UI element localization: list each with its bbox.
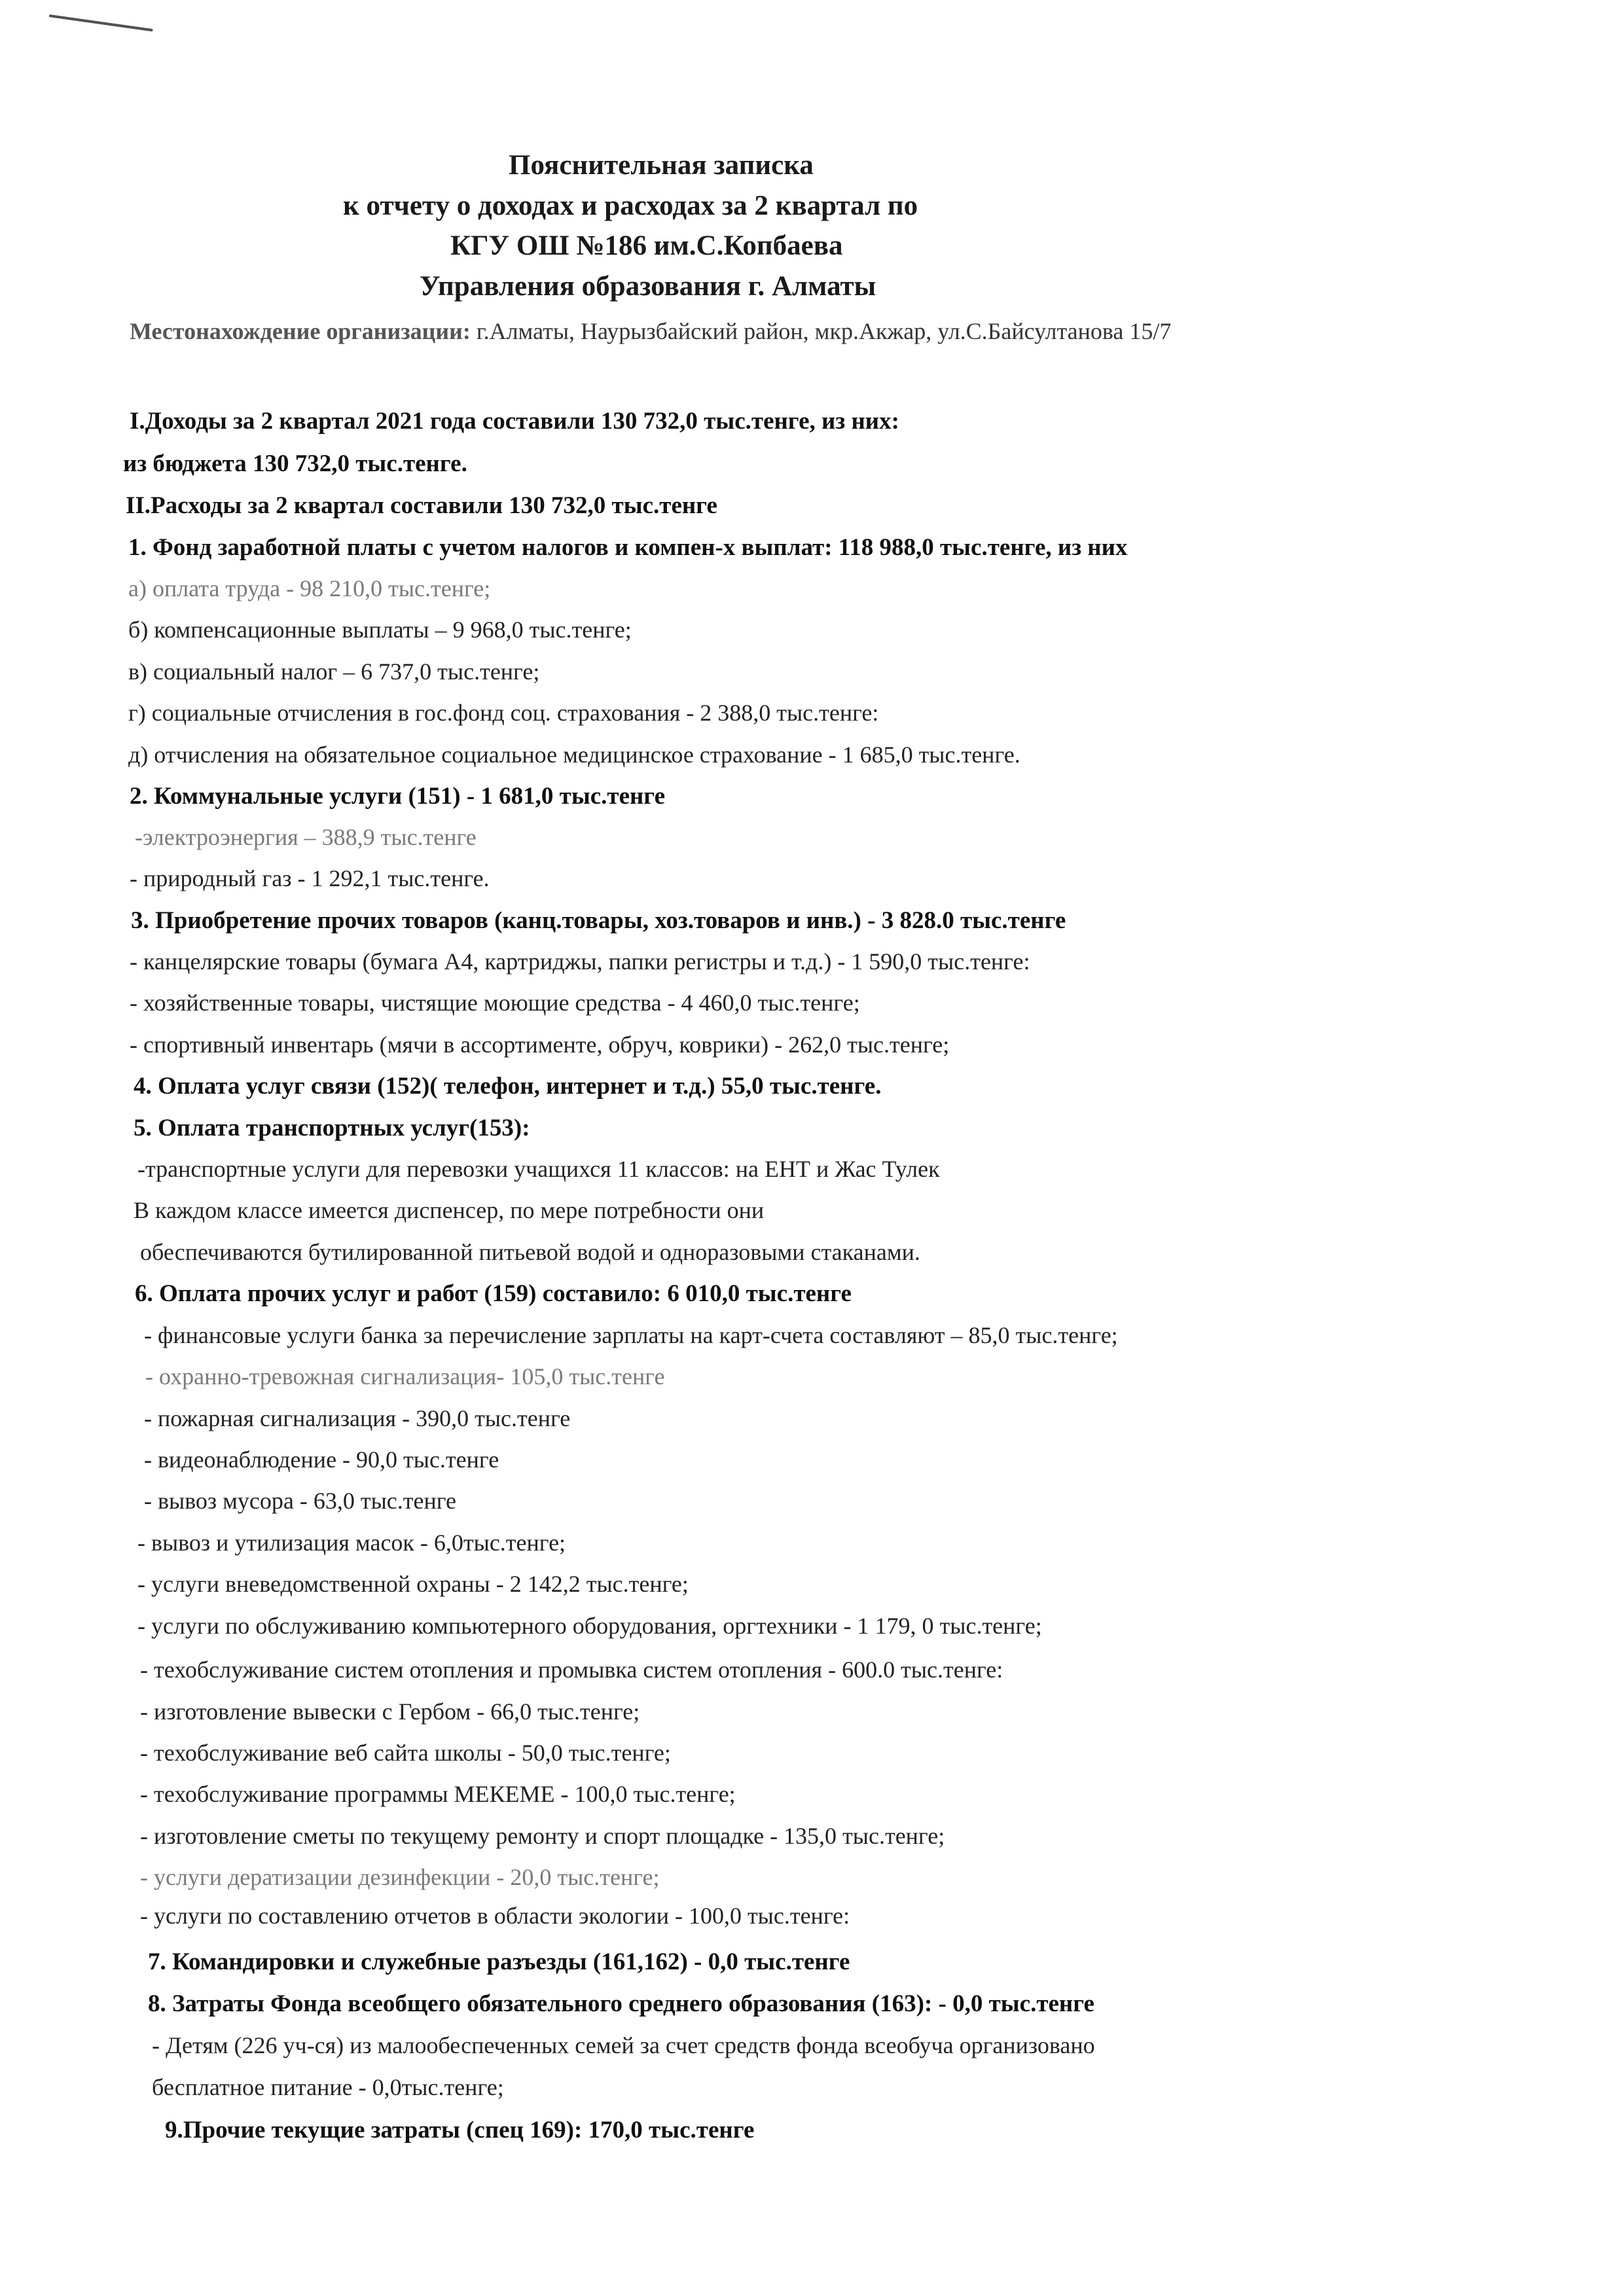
payroll-item: а) оплата труда - 98 210,0 тыс.тенге;: [128, 575, 491, 601]
other-services-item: - изготовление сметы по текущему ремонту и спорт площадке - 135,0 тыс.тенге;: [140, 1823, 945, 1849]
other-services-heading: 6. Оплата прочих услуг и работ (159) составило: 6 010,0 тыс.тенге: [135, 1280, 852, 1307]
payroll-heading: 1. Фонд заработной платы с учетом налогов и компен-х выплат: 118 988,0 тыс.тенге, из них: [128, 534, 1128, 561]
other-services-item: - услуги дератизации дезинфекции - 20,0 тыс.тенге;: [140, 1864, 660, 1890]
other-services-item: - услуги по составлению отчетов в области экологии - 100,0 тыс.тенге:: [140, 1903, 850, 1929]
other-services-item: - услуги вневедомственной охраны - 2 142,2 тыс.тенге;: [137, 1571, 689, 1597]
other-services-item: - пожарная сигнализация - 390,0 тыс.тенге: [144, 1405, 571, 1431]
other-services-item: - техобслуживание веб сайта школы - 50,0 тыс.тенге;: [140, 1740, 671, 1766]
other-services-item: - услуги по обслуживанию компьютерного оборудования, оргтехники - 1 179, 0 тыс.тенге;: [137, 1613, 1042, 1639]
payroll-item: б) компенсационные выплаты – 9 968,0 тыс.тенге;: [128, 617, 632, 643]
other-expenses-heading: 9.Прочие текущие затраты (спец 169): 170,0 тыс.тенге: [165, 2117, 755, 2144]
business-trips-heading: 7. Командировки и служебные разъезды (161,162) - 0,0 тыс.тенге: [148, 1948, 850, 1975]
payroll-item: г) социальные отчисления в гос.фонд соц. страхования - 2 388,0 тыс.тенге:: [128, 700, 879, 726]
utilities-item: -электроэнергия – 388,9 тыс.тенге: [135, 824, 477, 850]
expenses-heading: II.Расходы за 2 квартал составили 130 732,0 тыс.тенге: [126, 492, 717, 519]
utilities-heading: 2. Коммунальные услуги (151) - 1 681,0 тыс.тенге: [130, 783, 666, 810]
other-services-item: - вывоз мусора - 63,0 тыс.тенге: [144, 1488, 457, 1514]
goods-heading: 3. Приобретение прочих товаров (канц.товары, хоз.товаров и инв.) - 3 828.0 тыс.тенге: [131, 907, 1066, 934]
communication-heading: 4. Оплата услуг связи (152)( телефон, интернет и т.д.) 55,0 тыс.тенге.: [134, 1073, 882, 1100]
other-services-item: - техобслуживание систем отопления и промывка систем отопления - 600.0 тыс.тенге:: [140, 1657, 1003, 1683]
document-subtitle: к отчету о доходах и расходах за 2 квартал по: [343, 190, 918, 221]
goods-item: - хозяйственные товары, чистящие моющие средства - 4 460,0 тыс.тенге;: [130, 990, 860, 1016]
organization-name: КГУ ОШ №186 им.С.Копбаева: [450, 230, 843, 261]
organization-location: [130, 317, 1171, 345]
transport-item: -транспортные услуги для перевозки учащихся 11 классов: на ЕНТ и Жас Тулек: [137, 1156, 940, 1182]
document-title: Пояснительная записка: [509, 150, 814, 181]
transport-note: обеспечиваются бутилированной питьевой водой и одноразовыми стаканами.: [140, 1239, 920, 1265]
utilities-item: - природный газ - 1 292,1 тыс.тенге.: [130, 865, 490, 891]
other-services-item: - техобслуживание программы МЕКЕМЕ - 100,0 тыс.тенге;: [140, 1781, 736, 1807]
other-services-item: - вывоз и утилизация масок - 6,0тыс.тенге;: [137, 1530, 566, 1556]
goods-item: - спортивный инвентарь (мячи в ассортименте, обруч, коврики) - 262,0 тыс.тенге;: [130, 1031, 950, 1058]
education-fund-item: - Детям (226 уч-ся) из малообеспеченных семей за счет средств фонда всеобуча организовано: [152, 2032, 1095, 2058]
transport-heading: 5. Оплата транспортных услуг(153):: [134, 1115, 530, 1141]
other-services-item: - видеонаблюдение - 90,0 тыс.тенге: [144, 1446, 499, 1473]
transport-note: В каждом классе имеется диспенсер, по мере потребности они: [134, 1197, 765, 1223]
department-name: Управления образования г. Алматы: [420, 271, 876, 302]
location-label: Местонахождение организации:: [130, 318, 471, 344]
income-budget: из бюджета 130 732,0 тыс.тенге.: [123, 450, 467, 477]
payroll-item: в) социальный налог – 6 737,0 тыс.тенге;: [128, 658, 540, 685]
other-services-item: - финансовые услуги банка за перечисление зарплаты на карт-счета составляют – 85,0 тыс.тенге;: [144, 1322, 1118, 1348]
other-services-item: - изготовление вывески с Гербом - 66,0 тыс.тенге;: [140, 1698, 640, 1725]
scan-pen-mark: [49, 14, 153, 31]
location-value: г.Алматы, Наурызбайский район, мкр.Акжар, ул.С.Байсултанова 15/7: [476, 318, 1172, 344]
goods-item: - канцелярские товары (бумага А4, картриджы, папки регистры и т.д.) - 1 590,0 тыс.тенге:: [130, 948, 1030, 975]
other-services-item: - охранно-тревожная сигнализация- 105,0 тыс.тенге: [145, 1363, 665, 1390]
payroll-item: д) отчисления на обязательное социальное медицинское страхование - 1 685,0 тыс.тенге.: [128, 742, 1020, 768]
education-fund-heading: 8. Затраты Фонда всеобщего обязательного среднего образования (163): - 0,0 тыс.тенге: [148, 1990, 1094, 2017]
education-fund-item: бесплатное питание - 0,0тыс.тенге;: [152, 2074, 504, 2100]
income-heading: I.Доходы за 2 квартал 2021 года составили 130 732,0 тыс.тенге, из них:: [130, 408, 899, 435]
